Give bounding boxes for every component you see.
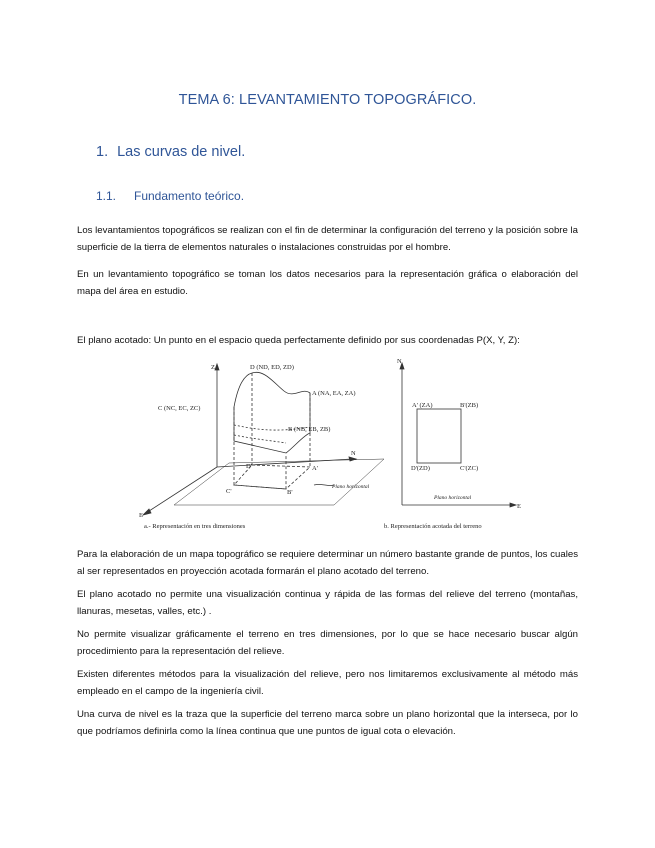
subsection-title: Fundamento teórico. <box>134 189 245 203</box>
axis-e-label-right: E <box>517 503 521 510</box>
axis-n-label-right: N <box>397 358 402 365</box>
point-b-label-right: B'(ZB) <box>460 402 479 409</box>
point-c-label-right: C'(ZC) <box>460 465 479 472</box>
section-number: 1. <box>96 144 109 160</box>
e-axis <box>146 467 217 513</box>
point-d-label: D (ND, ED, ZD) <box>250 364 294 371</box>
subsection-number: 1.1. <box>96 189 117 203</box>
subsection-heading <box>96 189 244 203</box>
point-a-label: A (NA, EA, ZA) <box>312 390 356 397</box>
point-a-label-right: A' (ZA) <box>412 402 433 409</box>
proj-c-label: C' <box>226 488 232 495</box>
paragraph: En un levantamiento topográfico se toman los datos necesarios para la representación gráfica o elaboración del mapa del área en estudio. <box>77 269 578 297</box>
figure-plano-acotado <box>134 355 534 535</box>
plan-square <box>417 409 461 463</box>
section-heading <box>96 144 245 160</box>
paragraph: No permite visualizar gráficamente el terreno en tres dimensiones, por lo que se hace necesario buscar algún procedimiento para la representación del relieve. <box>77 629 578 657</box>
axis-e-label: E <box>139 512 143 519</box>
proj-b-label: B' <box>287 489 293 496</box>
terrain-surface <box>234 372 310 453</box>
point-b-label: B (NB, EB, ZB) <box>288 426 331 433</box>
plane-label-left: Plano horizontal <box>332 484 370 490</box>
axis-n-label: N <box>351 450 356 457</box>
caption-right: b. Representación acotada del terreno <box>384 523 482 530</box>
proj-a-label: A' <box>312 465 318 472</box>
block-edges <box>234 407 286 489</box>
paragraph: El plano acotado no permite una visualización continua y rápida de las formas del relieve del terreno (montañas, llanuras, mesetas, valles, etc.) . <box>77 589 578 617</box>
paragraph: Los levantamientos topográficos se realizan con el fin de determinar la configuración del terreno y la posición sobre la superficie de la tierra de elementos naturales o instalaciones construidas por el hombre. <box>77 225 578 253</box>
plane-label-right: Plano horizontal <box>434 495 472 501</box>
paragraph: Una curva de nivel es la traza que la superficie del terreno marca sobre un plano horizontal que la interseca, por lo que podríamos definirla como la línea continua que une puntos de igual cota o elevación. <box>77 709 578 737</box>
document-title: TEMA 6: LEVANTAMIENTO TOPOGRÁFICO. <box>178 92 477 108</box>
paragraph: El plano acotado: Un punto en el espacio queda perfectamente definido por sus coordenadas P(X, Y, Z): <box>77 335 520 346</box>
proj-d-label: D' <box>246 463 252 470</box>
point-c-label: C (NC, EC, ZC) <box>158 405 201 412</box>
paragraph: Para la elaboración de un mapa topográfico se requiere determinar un número bastante grande de puntos, los cuales al ser representados en proyección acotada formarán el plano acotado del terreno. <box>77 549 578 577</box>
axis-z-label: Z <box>211 364 215 371</box>
figure-drawing <box>134 355 534 535</box>
point-d-label-right: D'(ZD) <box>411 465 430 472</box>
section-title: Las curvas de nivel. <box>117 144 246 160</box>
caption-left: a.- Representación en tres dimensiones <box>144 523 246 530</box>
paragraph: Existen diferentes métodos para la visualización del relieve, pero nos limitaremos exclusivamente al método más empleado en el campo de la ingeniería civil. <box>77 669 578 697</box>
